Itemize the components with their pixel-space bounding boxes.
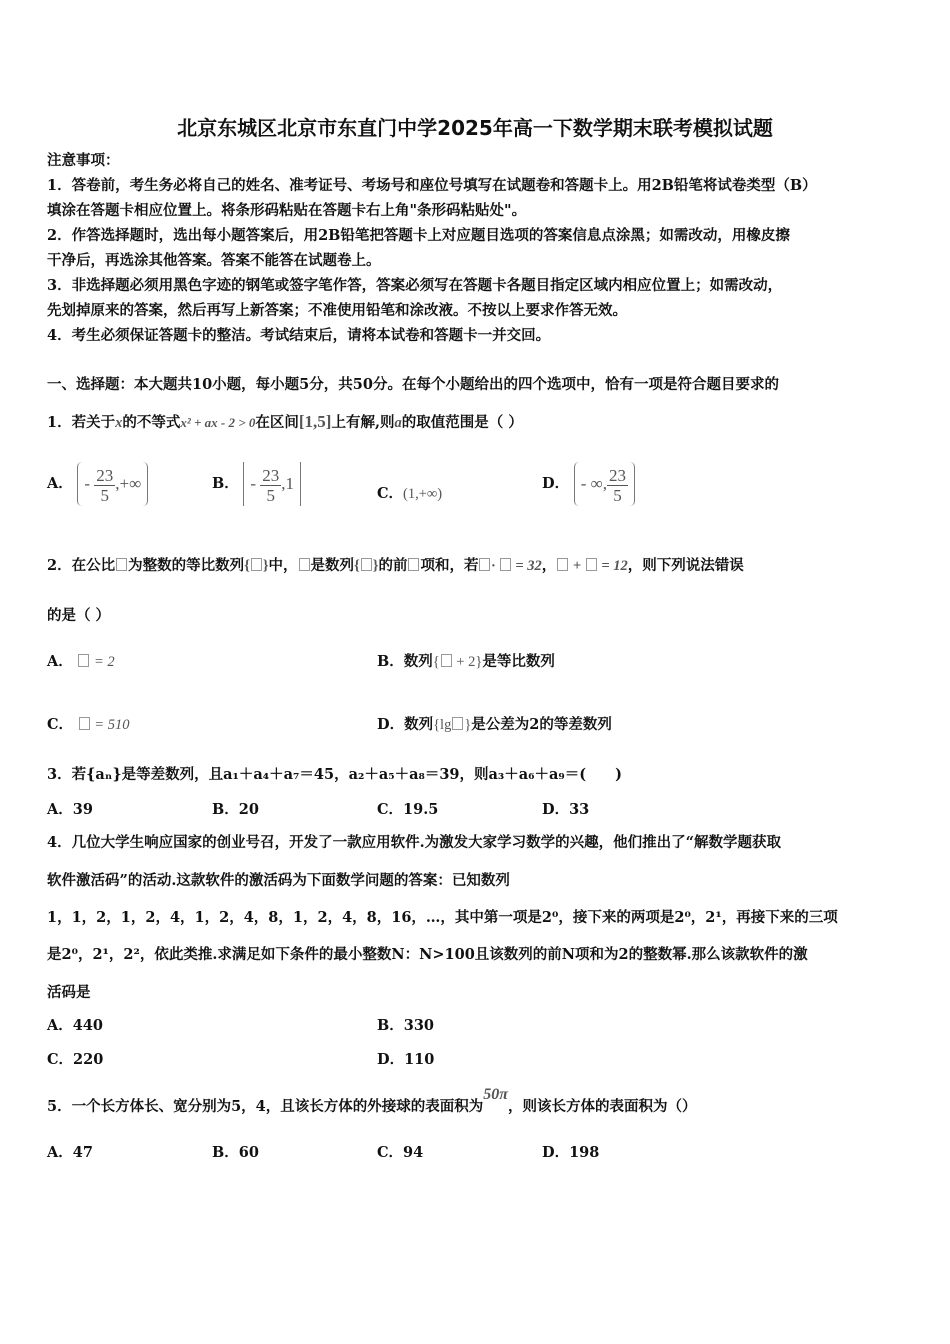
placeholder-icon (452, 717, 463, 730)
placeholder-icon (251, 558, 262, 571)
notice-line: 1．答卷前，考生务必将自己的姓名、准考证号、考场号和座位号填写在试题卷和答题卡上。用2B铅笔将试卷类型（B） (47, 177, 817, 194)
q2-option-d[interactable]: D．数列{lg }是公差为2的等差数列 (377, 716, 612, 733)
q2-option-b[interactable]: B．数列{ + 2}是等比数列 (377, 653, 555, 670)
q1-option-a[interactable]: A． - $\frac{23}{5}$ ,+∞ (47, 462, 148, 506)
question-2-stem: 2．在公比 为整数的等比数列{ }中， 是数列{ }的前 项和，若 · = 32， + = 12，则下列说法错误 (47, 557, 744, 574)
question-4-stem: 活码是 (47, 984, 91, 1001)
q3-option-b[interactable]: B．20 (212, 801, 259, 818)
question-5-stem: 5．一个长方体长、宽分别为5，4，且该长方体的外接球的表面积为50π，则该长方体的表面积为（） (47, 1086, 697, 1115)
placeholder-icon (78, 654, 89, 667)
placeholder-icon (557, 558, 568, 571)
notice-line: 干净后，再选涂其他答案。答案不能答在试题卷上。 (47, 252, 381, 269)
q3-option-d[interactable]: D．33 (542, 801, 590, 818)
q3-option-a[interactable]: A．39 (47, 801, 93, 818)
placeholder-icon (586, 558, 597, 571)
notice-line: 3．非选择题必须用黑色字迹的钢笔或签字笔作答，答案必须写在答题卡各题目指定区域内相应位置上；如需改动， (47, 277, 783, 294)
notice-line: 填涂在答题卡相应位置上。将条形码粘贴在答题卡右上角"条形码粘贴处"。 (47, 202, 527, 219)
section-heading: 一、选择题：本大题共10小题，每小题5分，共50分。在每个小题给出的四个选项中，恰有一项是符合题目要求的 (47, 376, 779, 393)
placeholder-icon (441, 654, 452, 667)
placeholder-icon (116, 558, 127, 571)
q5-option-c[interactable]: C．94 (377, 1144, 424, 1161)
q4-option-c[interactable]: C．220 (47, 1051, 104, 1068)
question-4-stem: 是2⁰，2¹，2²，依此类推.求满足如下条件的最小整数N：N>100且该数列的前N项和为2的整数幂.那么该款软件的激 (47, 946, 808, 963)
placeholder-icon (299, 558, 310, 571)
q4-option-a[interactable]: A．440 (47, 1017, 104, 1034)
placeholder-icon (500, 558, 511, 571)
question-4-stem: 4．几位大学生响应国家的创业号召，开发了一款应用软件.为激发大家学习数学的兴趣，他们推出了“解数学题获取 (47, 834, 781, 851)
q4-option-b[interactable]: B．330 (377, 1017, 435, 1034)
question-3-stem: 3．若{aₙ}是等差数列，且a₁＋a₄＋a₇＝45，a₂＋a₅＋a₈＝39，则a₃＋a₆＋a₉＝( ) (47, 766, 622, 783)
notice-line: 先划掉原来的答案，然后再写上新答案；不准使用铅笔和涂改液。不按以上要求作答无效。 (47, 302, 627, 319)
q5-option-a[interactable]: A．47 (47, 1144, 93, 1161)
placeholder-icon (479, 558, 490, 571)
q4-option-d[interactable]: D．110 (377, 1051, 435, 1068)
placeholder-icon (408, 558, 419, 571)
q5-option-d[interactable]: D．198 (542, 1144, 600, 1161)
notice-line: 2．作答选择题时，选出每小题答案后，用2B铅笔把答题卡上对应题目选项的答案信息点涂黑；如需改动，用橡皮擦 (47, 227, 790, 244)
question-4-stem: 1，1，2，1，2，4，1，2，4，8，1，2，4，8，16，…，其中第一项是2⁰，接下来的两项是2⁰，2¹，再接下来的三项 (47, 909, 838, 926)
placeholder-icon (361, 558, 372, 571)
page-title: 北京东城区北京市东直门中学2025年高一下数学期末联考模拟试题 (177, 116, 773, 140)
q5-option-b[interactable]: B．60 (212, 1144, 259, 1161)
question-2-stem-cont: 的是（ ） (47, 607, 111, 624)
q2-option-a[interactable]: A． = 2 (47, 653, 115, 670)
notice-line: 4．考生必须保证答题卡的整洁。考试结束后，请将本试卷和答题卡一并交回。 (47, 327, 551, 344)
q1-option-b[interactable]: B． - $\frac{23}{5}$ ,1 (212, 462, 301, 506)
notice-heading: 注意事项： (47, 152, 120, 169)
q3-option-c[interactable]: C．19.5 (377, 801, 439, 818)
q1-option-c[interactable]: C．(1,+∞) (377, 485, 443, 502)
question-4-stem: 软件激活码”的活动.这款软件的激活码为下面数学问题的答案：已知数列 (47, 872, 510, 889)
placeholder-icon (79, 717, 90, 730)
question-1-stem: 1．若关于x的不等式x² + ax - 2 > 0在区间[1,5]上有解,则a的取值范围是（ ） (47, 412, 523, 431)
q1-option-d[interactable]: D． - ∞, $\frac{23}{5}$ (542, 462, 635, 506)
q2-option-c[interactable]: C． = 510 (47, 716, 130, 733)
